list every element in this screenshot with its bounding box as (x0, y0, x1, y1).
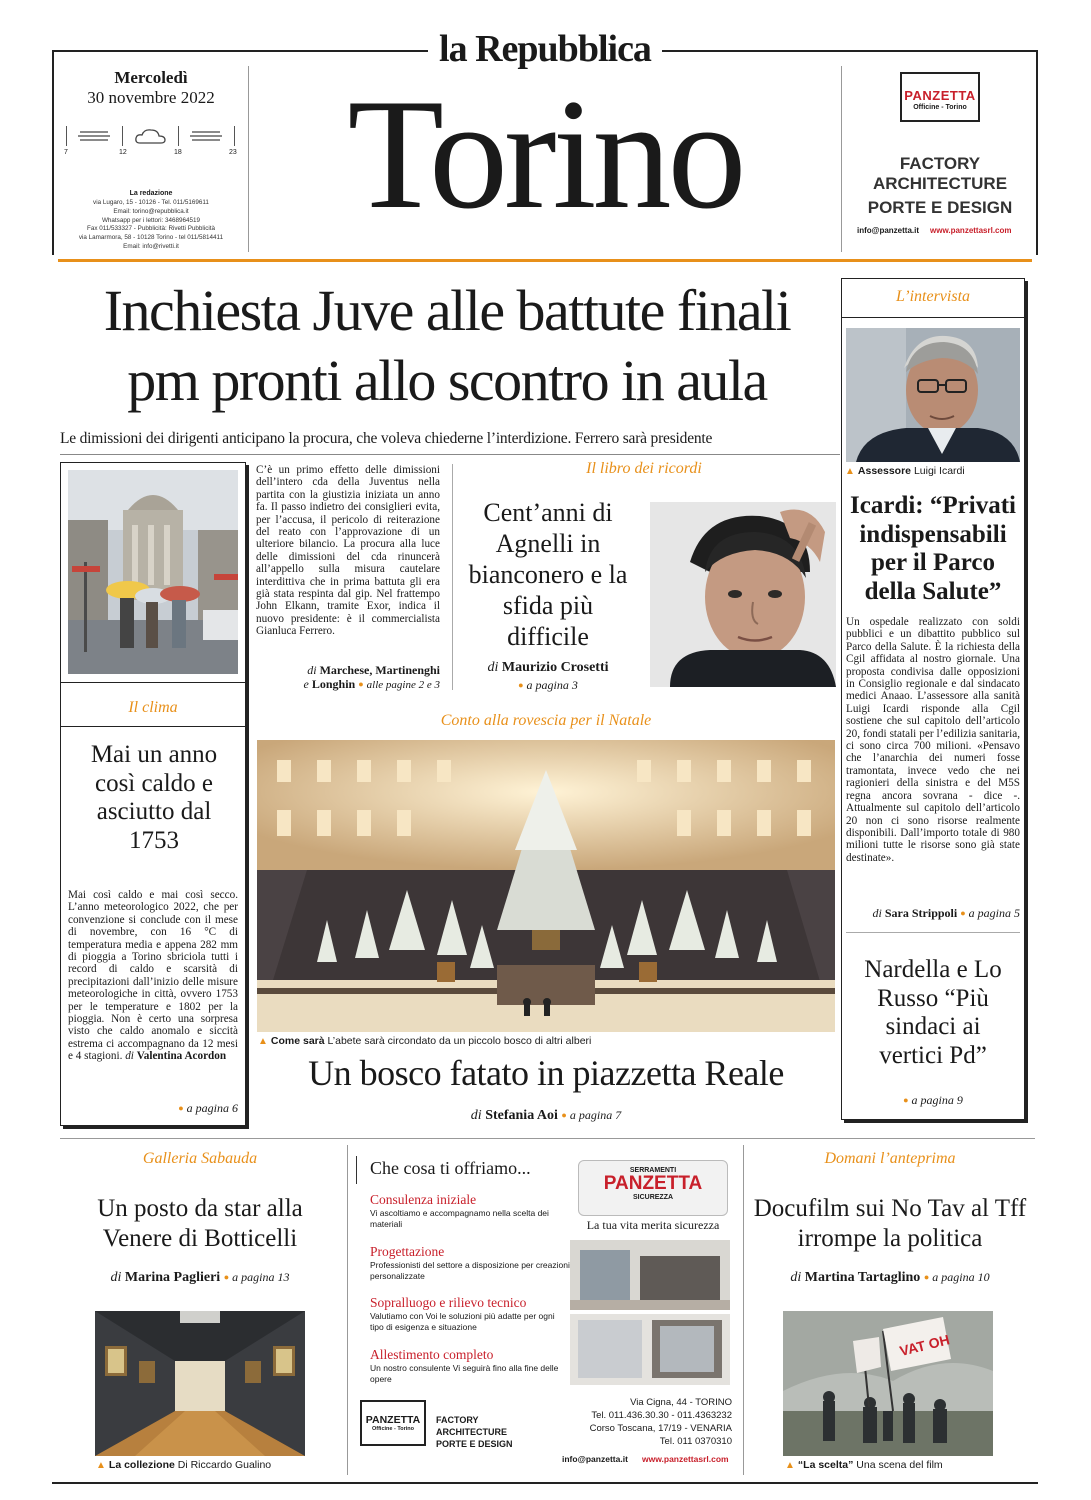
masthead-divider-right (841, 66, 842, 252)
notav-photo (783, 1311, 993, 1456)
clima-label: Il clima (128, 699, 178, 716)
intervista-headline[interactable]: Icardi: “Privati indispensabili per il Parco della Salute” (850, 492, 1016, 605)
ad-divider-right (743, 1145, 744, 1475)
ad-service-item: Allestimento completo Un nostro consulente Vi seguirà fino alla fine delle opere (370, 1347, 559, 1384)
weather-hour: 7 (64, 149, 68, 156)
ad-address: Via Cigna, 44 - TORINO Tel. 011.436.30.30 - 011.4363232 Corso Toscana, 17/19 - VENARIA Tel. 011 0370310 (589, 1397, 732, 1447)
ad-web: www.panzettasrl.com (642, 1454, 729, 1464)
column-divider (452, 464, 453, 690)
masthead-orange-rule (58, 259, 1032, 262)
intervista-rule (846, 932, 1020, 933)
ad-interior-photo (570, 1240, 730, 1385)
sabauda-label: Galleria Sabauda (142, 1150, 258, 1167)
natale-label: Conto alla rovescia per il Natale (440, 712, 652, 729)
weather-hour: 18 (174, 149, 182, 156)
redazione-info: via Lugaro, 15 - 10126 - Tel. 011/5169611 Email: torino@repubblica.it Whatsapp per i lettori: 3468964519 Fax 011/533327 - Pubblicità: Rivetti Pubblicità via Lamarmora, 58 - 10128 Torino - tel 011/5814411 Email: info@rivetti.it (78, 199, 224, 250)
clima-page-ref[interactable]: ● a pagina 6 (68, 1101, 238, 1116)
weather-strip (64, 124, 242, 160)
right-frame (1036, 50, 1038, 255)
lead-subtitle: Le dimissioni dei dirigenti anticipano la procura, che voleva chiederne l’interdizione. Ferrero sarà presidente (60, 430, 713, 447)
ad-line: ARCHITECTURE (872, 174, 1008, 193)
ad-bottom-logo: PANZETTA Officine - Torino (360, 1400, 426, 1446)
agnelli-label: Il libro dei ricordi (586, 460, 702, 477)
intervista-body: Un ospedale realizzato con soldi pubblici e un dibattito pubblico sul Parco della Salute. È la richiesta della Cgil affidata al nostro giornale. Una proposta condivisa dalle opposizioni in Consiglio regionale e dal sindacato medici Anaao. L’assessore alla sanità Luigi Icardi risponde alla Cgil sostiene che sul capitolo dell’articolo 20, fondi statali per l’edilizia sanitaria, ci sono circa 700 milioni. «Pensavo che l’anarchia dei numeri fosse tramontata, invece vedo che nei ragionieri della sinistra e del M5S regna ancora sovrana - dice -. Attualmente sul capitolo dell’articolo 20 non ci sono risorse realmente disponibili. Dall’importo totale di 980 milioni tutte le risorse sono già state destinate». (846, 616, 1020, 864)
rain-street-photo (68, 470, 238, 674)
clima-photo-rule (60, 682, 247, 683)
notav-caption: ▲ “La scelta” Una scena del film (785, 1459, 943, 1471)
intervista-byline[interactable]: di Sara Strippoli ● a pagina 5 (846, 906, 1020, 921)
intervista-caption: ▲ Assessore Luigi Icardi (845, 465, 965, 477)
piazzetta-reale-photo (257, 740, 835, 1032)
natale-byline[interactable]: di Stefania Aoi ● a pagina 7 (256, 1108, 836, 1124)
agnelli-portrait (650, 502, 836, 687)
ad-line: FACTORY (899, 154, 981, 173)
sabauda-headline[interactable]: Un posto da star alla Venere di Botticelli (97, 1195, 303, 1252)
intervista-label-rule (841, 317, 1026, 318)
lead-headline[interactable]: Inchiesta Juve alle battute finali pm pronti allo scontro in aula (103, 278, 791, 413)
ad-line: PORTE E DESIGN (867, 198, 1013, 217)
notav-headline[interactable]: Docufilm sui No Tav al Tff irrompe la politica (753, 1195, 1027, 1252)
ad-service-item: Progettazione Professionisti del settore a disposizione per creazioni personalizzate (370, 1244, 570, 1281)
agnelli-headline[interactable]: Cent’anni di Agnelli in bianconero e la sfida più difficile (468, 498, 628, 651)
left-frame (52, 50, 54, 255)
agnelli-page-ref[interactable]: ● a pagina 3 (462, 678, 634, 693)
lead-rule (60, 454, 840, 455)
ad-web: www.panzettasrl.com (930, 226, 1012, 235)
nardella-headline[interactable]: Nardella e Lo Russo “Più sindaci ai vertici Pd” (864, 956, 1002, 1069)
nardella-page-ref[interactable]: ● a pagina 9 (846, 1093, 1020, 1108)
bottom-rule (60, 1138, 1035, 1139)
advertisement[interactable] (356, 1152, 736, 1470)
clima-label-rule (60, 726, 247, 727)
ad-service-item: Sopralluogo e rilievo tecnico Valutiamo con Voi le soluzioni più adatte per ogni tipo di esigenza e situazione (370, 1295, 555, 1332)
fog-icon (190, 130, 224, 144)
ad-heading: Che cosa ti offriamo... (370, 1158, 531, 1178)
ad-service-item: Consulenza iniziale Vi ascoltiamo e accompagnamo nella scelta dei materiali (370, 1192, 549, 1229)
clima-body: Mai così caldo e mai così secco. L’anno meteorologico 2022, che per convenzione si conclude con il mese di novembre, con 16 °C di temperatura media e appena 282 mm di pioggia a Torino sbriciola tutti i record di caldo e scarsità di precipitazioni dall’inizio delle misure meteorologiche in città, ovvero 1753 per le temperature e 1802 per la pioggia. Non è certo una sorpresa visto che caldo anomalo e siccità estrema ci accompagnano da 12 mesi e 4 stagioni. di Valentina Acordon (68, 889, 238, 1063)
date: 30 novembre 2022 (87, 88, 215, 107)
masthead-rule-right (662, 50, 1038, 52)
notav-label: Domani l’anteprima (824, 1150, 956, 1167)
ad-divider-left (347, 1145, 348, 1475)
notav-byline[interactable]: di Martina Tartaglino ● a pagina 10 (750, 1270, 1030, 1286)
masthead-divider-left (248, 66, 249, 252)
edition-title: Torino (347, 67, 743, 242)
date-day: Mercoledì (114, 68, 188, 87)
masthead-rule-left (52, 50, 428, 52)
clima-headline[interactable]: Mai un anno così caldo e asciutto dal 1753 (90, 741, 218, 854)
sabauda-caption: ▲ La collezione Di Riccardo Gualino (96, 1459, 272, 1471)
ad-email: info@panzetta.it (857, 226, 920, 235)
panzetta-logo: PANZETTA Officine - Torino (900, 72, 980, 122)
page-bottom-rule (52, 1482, 1038, 1484)
brand-logo[interactable]: la Repubblica (439, 28, 651, 70)
agnelli-byline: di Maurizio Crosetti (487, 660, 609, 675)
natale-caption: ▲ Come sarà L’abete sarà circondato da un piccolo bosco di altri alberi (258, 1035, 592, 1047)
weather-hour: 23 (229, 149, 237, 156)
icardi-portrait (846, 328, 1020, 462)
flag-text: VAT OH (897, 1331, 952, 1360)
cloud-icon (134, 127, 168, 147)
ad-email: info@panzetta.it (562, 1454, 628, 1464)
ad-tags: FACTORY ARCHITECTURE PORTE E DESIGN (436, 1415, 513, 1449)
ad-brand-logo: SERRAMENTI PANZETTA SICUREZZA (578, 1160, 728, 1216)
sabauda-byline[interactable]: di Marina Paglieri ● a pagina 13 (60, 1270, 340, 1286)
ad-slogan: La tua vita merita sicurezza (586, 1218, 720, 1232)
lead-byline: di Marchese, Martinenghi e Longhin ● alle pagine 2 e 3 (256, 663, 440, 692)
intervista-label: L’intervista (895, 288, 971, 305)
redazione-title: La redazione (129, 190, 173, 197)
weather-hour: 12 (119, 149, 127, 156)
lead-body: C’è un primo effetto delle dimissioni dell’intero cda della Juventus nella partita con la giustizia iniziata un anno fa. Il passo indietro dei consiglieri evita, per l’accusa, il pericolo di reiterazione del reato con l’approvazione di un ulteriore bilancio. La procura alla luce delle dimissioni del cda rinuncerà all’appello sulla misura cautelare interdittiva che in prima battuta gli era già stata respinta dal gip. Nel frattempo John Elkann, tramite Exor, indica il nuovo presidente: è il commercialista Gianluca Ferrero. (256, 464, 440, 638)
gallery-photo (95, 1311, 305, 1456)
fog-icon (78, 130, 112, 144)
natale-headline[interactable]: Un bosco fatato in piazzetta Reale (308, 1053, 784, 1093)
top-advertisement[interactable] (850, 68, 1030, 248)
